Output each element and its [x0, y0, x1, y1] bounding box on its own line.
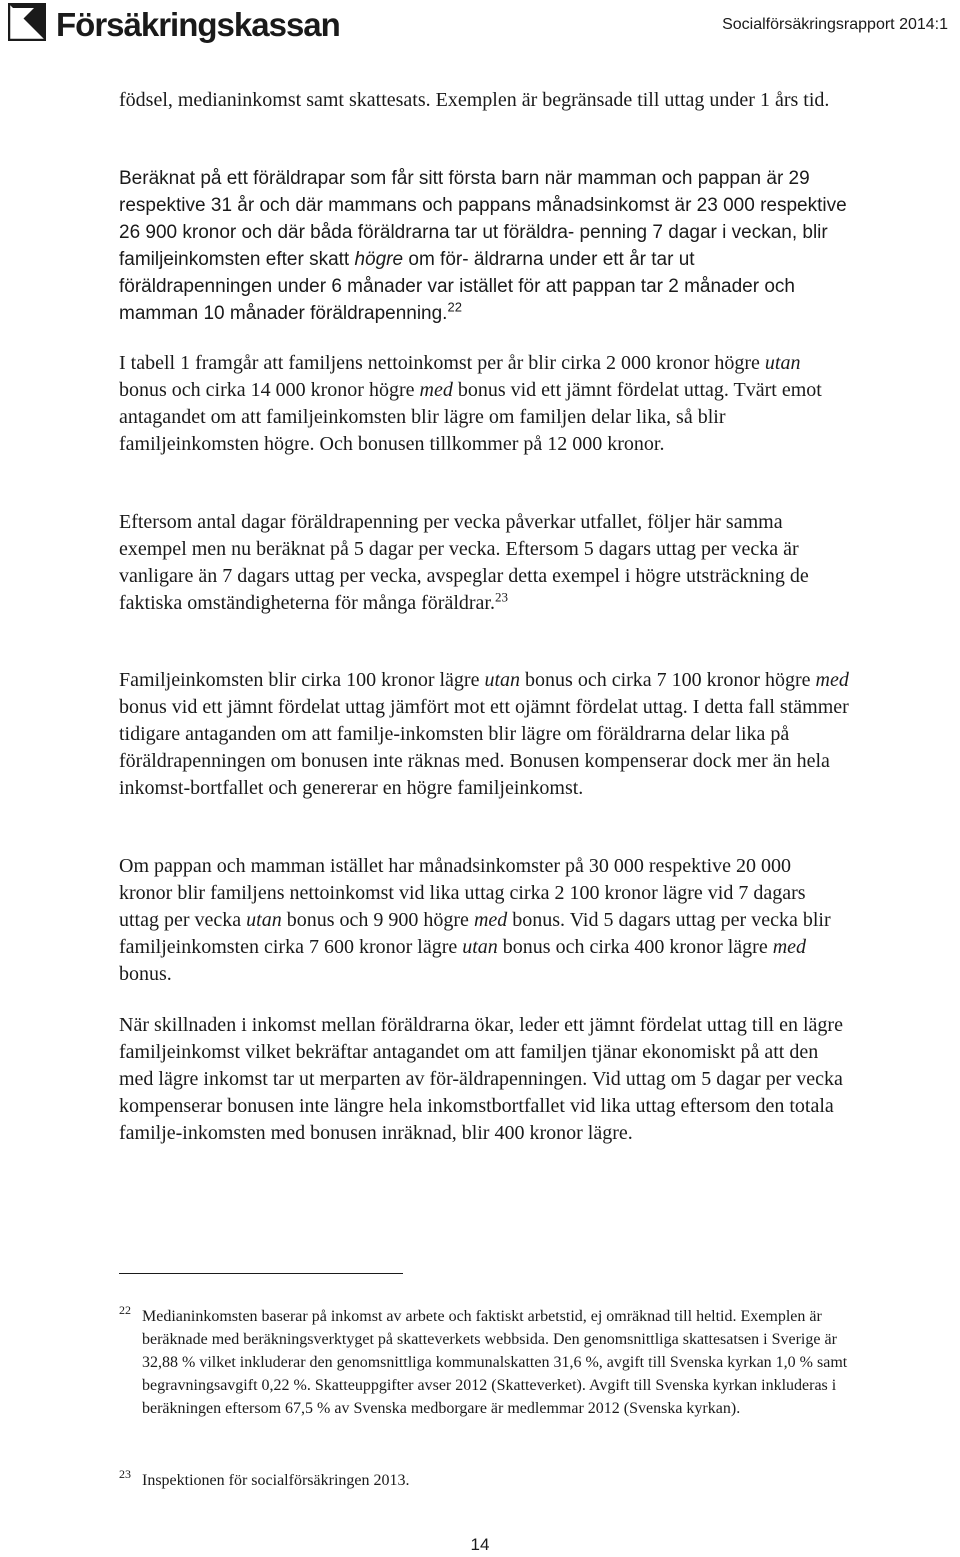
footnote-23 [119, 1469, 859, 1492]
paragraph-1-text-b: penning 7 dagar i veckan, blir familjeinkomsten efter skatt [119, 222, 828, 270]
paragraph-4-text-c: bonus vid ett jämnt fördelat uttag jämfört mot ett ojämnt fördelat uttag. I detta fall stämmer tidigare antaganden om att familje-inkomsten blir lägre om föräldrarna delar lika på föräldrapenningen om bonusen inte räknas med. Bonusen kompenserar dock mer än hela inkomst-bortfallet och genererar en högre familjeinkomst. [119, 696, 849, 799]
paragraph-2-text-a: I tabell 1 framgår att familjens nettoinkomst per år blir cirka 2 000 kronor högre [119, 352, 760, 374]
paragraph-1-text-b-end: om för- [408, 249, 469, 270]
paragraph-2-text-c: bonus vid ett jämnt fördelat uttag. Tvärt emot antagandet om att familjeinkomsten blir lägre om familjen delar lika, så blir familjeinkomsten högre. Och bonusen tillkommer på 12 000 kronor. [119, 379, 822, 455]
footnote-23-text: Inspektionen för socialförsäkringen 2013. [142, 1472, 410, 1489]
paragraph-2-text-b: bonus och cirka 14 000 kronor högre [119, 379, 415, 401]
page-number: 14 [470, 1535, 490, 1554]
paragraph-5 [119, 853, 849, 988]
footnote-ref-23[interactable]: 23 [494, 589, 508, 605]
paragraph-5-emphasis-1: utan [246, 909, 282, 931]
footnote-ref-22[interactable]: 22 [447, 299, 462, 315]
paragraph-4-text-b: bonus och cirka 7 100 kronor högre [525, 669, 811, 691]
footnote-23-number: 23 [119, 1467, 131, 1481]
paragraph-5-text-e: bonus. [119, 963, 172, 985]
paragraph-2-emphasis-1: utan [764, 352, 801, 374]
page-header [0, 0, 960, 50]
paragraph-6 [119, 1012, 849, 1147]
paragraph-4 [119, 667, 849, 802]
report-title: Socialförsäkringsrapport 2014:1 [722, 16, 948, 33]
paragraph-3-text: Eftersom antal dagar föräldrapenning per vecka påverkar utfallet, följer här samma exempel men nu beräknat på 5 dagar per vecka. Eftersom 5 dagars uttag per vecka är vanligare än 7 dagars uttag per vecka, avspeglar detta exempel i högre utsträckning de faktiska omständigheterna för många föräldrar. [119, 511, 809, 614]
paragraph-4-text-a: Familjeinkomsten blir cirka 100 kronor lägre [119, 669, 480, 691]
paragraph-2 [119, 350, 849, 458]
paragraph-1-text-c: äldrarna under ett år tar ut föräldrapenningen under 6 månader var istället för att pappan tar 2 månader och mamman 10 månader föräldrapenning. [119, 249, 795, 324]
paragraph-5-emphasis-2: med [473, 909, 508, 931]
paragraph-6-text: När skillnaden i inkomst mellan föräldrarna ökar, leder ett jämnt fördelat uttag till en lägre familjeinkomst vilket bekräftar antagandet om att familjen tjänar ekonomiskt på att den med lägre inkomst tar ut merparten av för-äldrapenningen. Vid uttag om 5 dagar per vecka kompenserar bonusen inte längre hela inkomstbortfallet vid lika uttag eftersom den totala familje-inkomsten med bonusen inräknad, blir 400 kronor lägre. [119, 1014, 843, 1144]
footnote-22-number: 22 [119, 1303, 131, 1317]
paragraph-5-emphasis-4: med [772, 936, 807, 958]
paragraph-3 [119, 509, 849, 617]
paragraph-0-text: födsel, medianinkomst samt skattesats. Exemplen är begränsade till uttag under 1 års tid. [119, 89, 830, 111]
paragraph-1-text-a: Beräknat på ett föräldrapar som får sitt första barn när mamman och pappan är 29 respektive 31 år och där mammans och pappans månadsinkomst är 23 000 respektive 26 900 kronor och där båda föräldrarna tar ut föräldra- [119, 168, 847, 243]
paragraph-4-emphasis-1: utan [484, 669, 521, 691]
paragraph-5-emphasis-3: utan [462, 936, 498, 958]
paragraph-1-emphasis: högre [354, 249, 404, 270]
brand-name: Försäkringskassan [56, 6, 340, 43]
paragraph-0 [119, 87, 849, 114]
paragraph-4-emphasis-2: med [815, 669, 849, 691]
footnote-22 [119, 1305, 859, 1420]
paragraph-5-text-a: Om pappan och mamman istället har månadsinkomster på 30 000 respektive 20 000 kronor blir familjens nettoinkomst vid lika uttag cirka 2 100 kronor lägre vid 7 dagars uttag per vecka [119, 855, 806, 931]
paragraph-2-emphasis-2: med [419, 379, 453, 401]
footnote-22-text: Medianinkomsten baserar på inkomst av arbete och faktiskt arbetstid, ej omräknad till heltid. Exemplen är beräknade med beräkningsverktyget på skatteverkets webbsida. Den genomsnittliga skattesatsen i Sverige är 32,88 % vilket inkluderar den genomsnittliga kommunalskatten 31,6 %, avgift till Svenska kyrkan 1,0 % samt begravningsavgift 0,22 %. Skatteuppgifter avser 2012 (Skatteverket). Avgift till Svenska kyrkan inkluderas i beräkningen eftersom 67,5 % av Svenska medborgare är medlemmar 2012 (Svenska kyrkan). [142, 1308, 848, 1417]
paragraph-1 [119, 165, 849, 327]
paragraph-5-text-d: bonus och cirka 400 kronor lägre [502, 936, 768, 958]
paragraph-5-text-c: bonus. Vid 5 dagars uttag per vecka blir familjeinkomsten cirka 7 600 kronor lägre [119, 909, 831, 958]
paragraph-5-text-b: bonus och 9 900 högre [286, 909, 469, 931]
forsakringskassan-logo-icon [8, 3, 46, 41]
footnote-divider [119, 1273, 403, 1274]
